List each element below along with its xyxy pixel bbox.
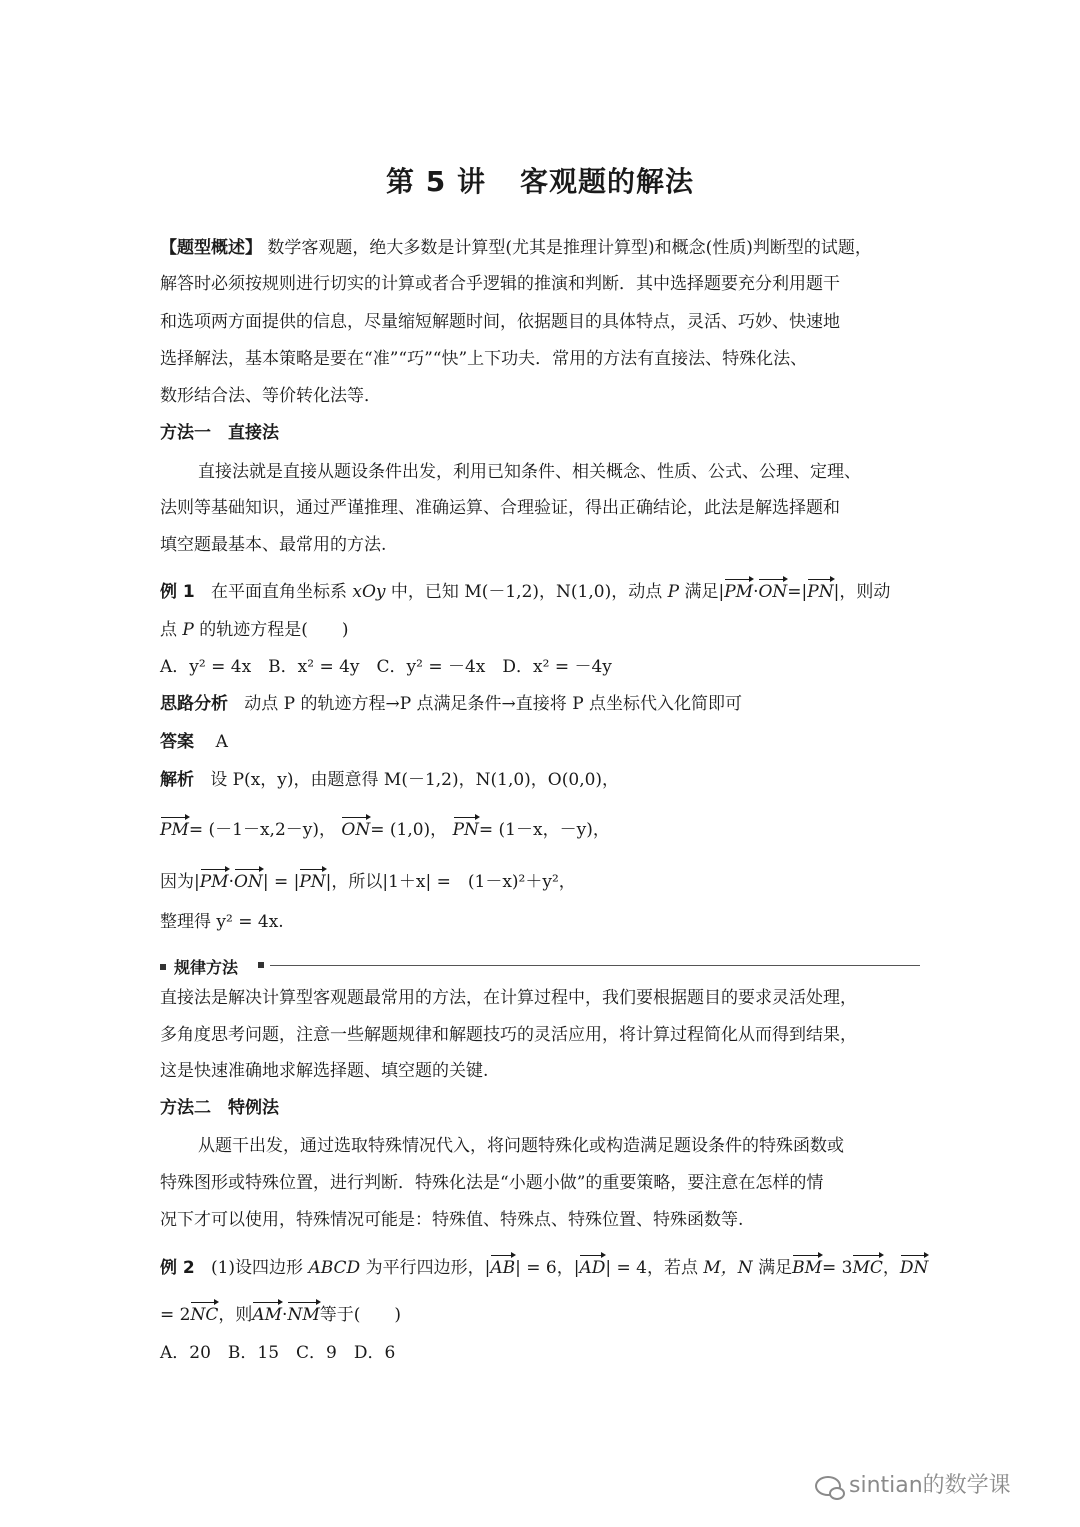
method1-line-2: 法则等基础知识，通过严谨推理、准确运算、合理验证，得出正确结论，此法是解选择题和 [160,498,840,518]
example1-text: 在平面直角坐标系 [210,582,347,602]
vector-on: ON [341,820,371,840]
vector-nc: NC [190,1305,219,1325]
example2-text: = 3 [822,1258,853,1278]
analysis [160,694,742,714]
vector-pn: PN [807,582,834,602]
solution-text: | = | [262,872,300,892]
vector-bm: BM [792,1258,822,1278]
solution-line-1 [160,770,619,790]
rule-line-1: 直接法是解决计算型客观题最常用的方法，在计算过程中，我们要根据题目的要求灵活处理， [160,988,857,1008]
overview-line-4: 选择解法，基本策略是要在“准”“巧”“快”上下功夫．常用的方法有直接法、特殊化法、 [160,349,808,369]
vector-ad: AD [579,1258,606,1278]
example2-text: ，则 [218,1305,253,1325]
solution-line-2 [160,820,610,840]
solution-label: 解析 [160,770,194,790]
vector-on: ON [234,872,263,892]
vector-pn: PN [299,872,326,892]
method2-line-2: 特殊图形或特殊位置，进行判断．特殊化法是“小题小做”的重要策略，要注意在怎样的情 [160,1173,824,1193]
example1-line-1: 例 1 在平面直角坐标系 xOy 中，已知 M(－1,2)，N(1,0)，动点 P 满足|PM·ON=|PN|，则动 [160,582,891,602]
analysis-label: 思路分析 [160,694,228,714]
example1-text: 的轨迹方程是( ) [199,620,349,640]
wechat-icon [815,1476,841,1496]
overview-line-1 [160,238,872,258]
solution-text: 设 P(x，y)，由题意得 M(－1,2)，N(1,0)，O(0,0)， [210,770,620,790]
example1-text: 点 [160,620,177,640]
example1-text: 中，已知 [390,582,459,602]
rule-divider [270,965,920,966]
example2-line-2: = 2NC，则AM·NM等于( ) [160,1305,402,1325]
watermark [815,1468,1011,1499]
example2-text: 等于( ) [319,1305,402,1325]
answer [160,732,228,752]
overview-line-3: 和选项两方面提供的信息，尽量缩短解题时间，依据题目的具体特点，灵活、巧妙、快速地 [160,312,840,332]
solution-text: = (1－x，－y)， [478,820,610,840]
vector-nm: NM [287,1305,320,1325]
solution-text: = (－1－x,2－y)， [188,820,336,840]
solution-line-3: 因为|PM·ON| = |PN|，所以|1＋x| = (1－x)²＋y²， [160,872,576,892]
vector-pm: PM [724,582,754,602]
example1-line-2 [160,620,349,640]
example2-text: | = 6，| [515,1258,580,1278]
rule-bullet [258,962,264,968]
rule-label: 规律方法 [174,958,239,977]
example2-text: = 2 [160,1305,191,1325]
vector-pm: PM [199,872,229,892]
overview-label: 【题型概述】 [160,238,262,258]
example1-text: 满足| [684,582,725,602]
solution-text: 因为| [160,872,200,892]
example2-text: (1)设四边形 [210,1258,304,1278]
example1-label: 例 1 [160,582,195,602]
overview-line-5: 数形结合法、等价转化法等． [160,386,381,406]
example2-line-1 [160,1258,928,1278]
example1-var-p: P [667,582,680,602]
example1-var-xoy: xOy [352,582,386,602]
example2-options: A．20 B．15 C．9 D．6 [160,1343,396,1363]
vector-ab: AB [490,1258,516,1278]
answer-value: A [215,732,228,752]
example2-text: | = 4，若点 [605,1258,698,1278]
method1-line-3: 填空题最基本、最常用的方法. [160,535,387,555]
method1-line-1: 直接法就是直接从题设条件出发，利用已知条件、相关概念、性质、公式、公理、定理、 [198,462,861,482]
vector-on: ON [758,582,788,602]
title-topic: 客观题的解法 [519,165,694,198]
rule-line-2: 多角度思考问题，注意一些解题规律和解题技巧的灵活应用，将计算过程简化从而得到结果， [160,1025,857,1045]
example1-var-p: P [182,620,194,640]
rule-header [160,955,920,975]
overview-text: 数学客观题，绝大多数是计算型(尤其是推理计算型)和概念(性质)判断型的试题， [267,238,872,258]
rule-bullet [160,964,166,970]
example1-points: M(－1,2)，N(1,0)，动点 [464,582,663,602]
watermark-text: sintian的数学课 [849,1473,1011,1498]
method1-heading: 方法一 直接法 [160,423,279,443]
solution-text: = (1,0)， [370,820,448,840]
vector-pn: PN [452,820,479,840]
example1-text: =| [787,582,808,602]
vector-dn: DN [899,1258,929,1278]
title-lesson-number: 第 5 讲 [386,165,486,198]
vector-mc: MC [852,1258,883,1278]
overview-line-2: 解答时必须按规则进行切实的计算或者合乎逻辑的推演和判断．其中选择题要充分利用题干 [160,274,840,294]
answer-label: 答案 [160,732,194,752]
page-title [0,160,1080,200]
example2-var-abcd: ABCD [308,1258,361,1278]
vector-am: AM [252,1305,283,1325]
example2-text: ， [882,1258,900,1278]
example1-options: A．y² = 4x B．x² = 4y C．y² = －4x D．x² = －4y [160,657,612,677]
analysis-text: 动点 P 的轨迹方程→P 点满足条件→直接将 P 点坐标代入化简即可 [244,694,743,714]
example2-text: 为平行四边形，| [365,1258,491,1278]
example1-text: |，则动 [833,582,891,602]
solution-line-4: 整理得 y² = 4x. [160,912,284,932]
example2-label: 例 2 [160,1258,195,1278]
example2-text: 满足 [758,1258,793,1278]
example2-var-mn: M，N [703,1258,753,1278]
method2-line-1: 从题干出发，通过选取特殊情况代入，将问题特殊化或构造满足题设条件的特殊函数或 [198,1136,844,1156]
method2-line-3: 况下才可以使用，特殊情况可能是：特殊值、特殊点、特殊位置、特殊函数等. [160,1210,744,1230]
vector-pm: PM [160,820,189,840]
method2-heading: 方法二 特例法 [160,1098,279,1118]
rule-line-3: 这是快速准确地求解选择题、填空题的关键. [160,1061,489,1081]
solution-text: |，所以|1＋x| = (1－x)²＋y²， [325,872,576,892]
